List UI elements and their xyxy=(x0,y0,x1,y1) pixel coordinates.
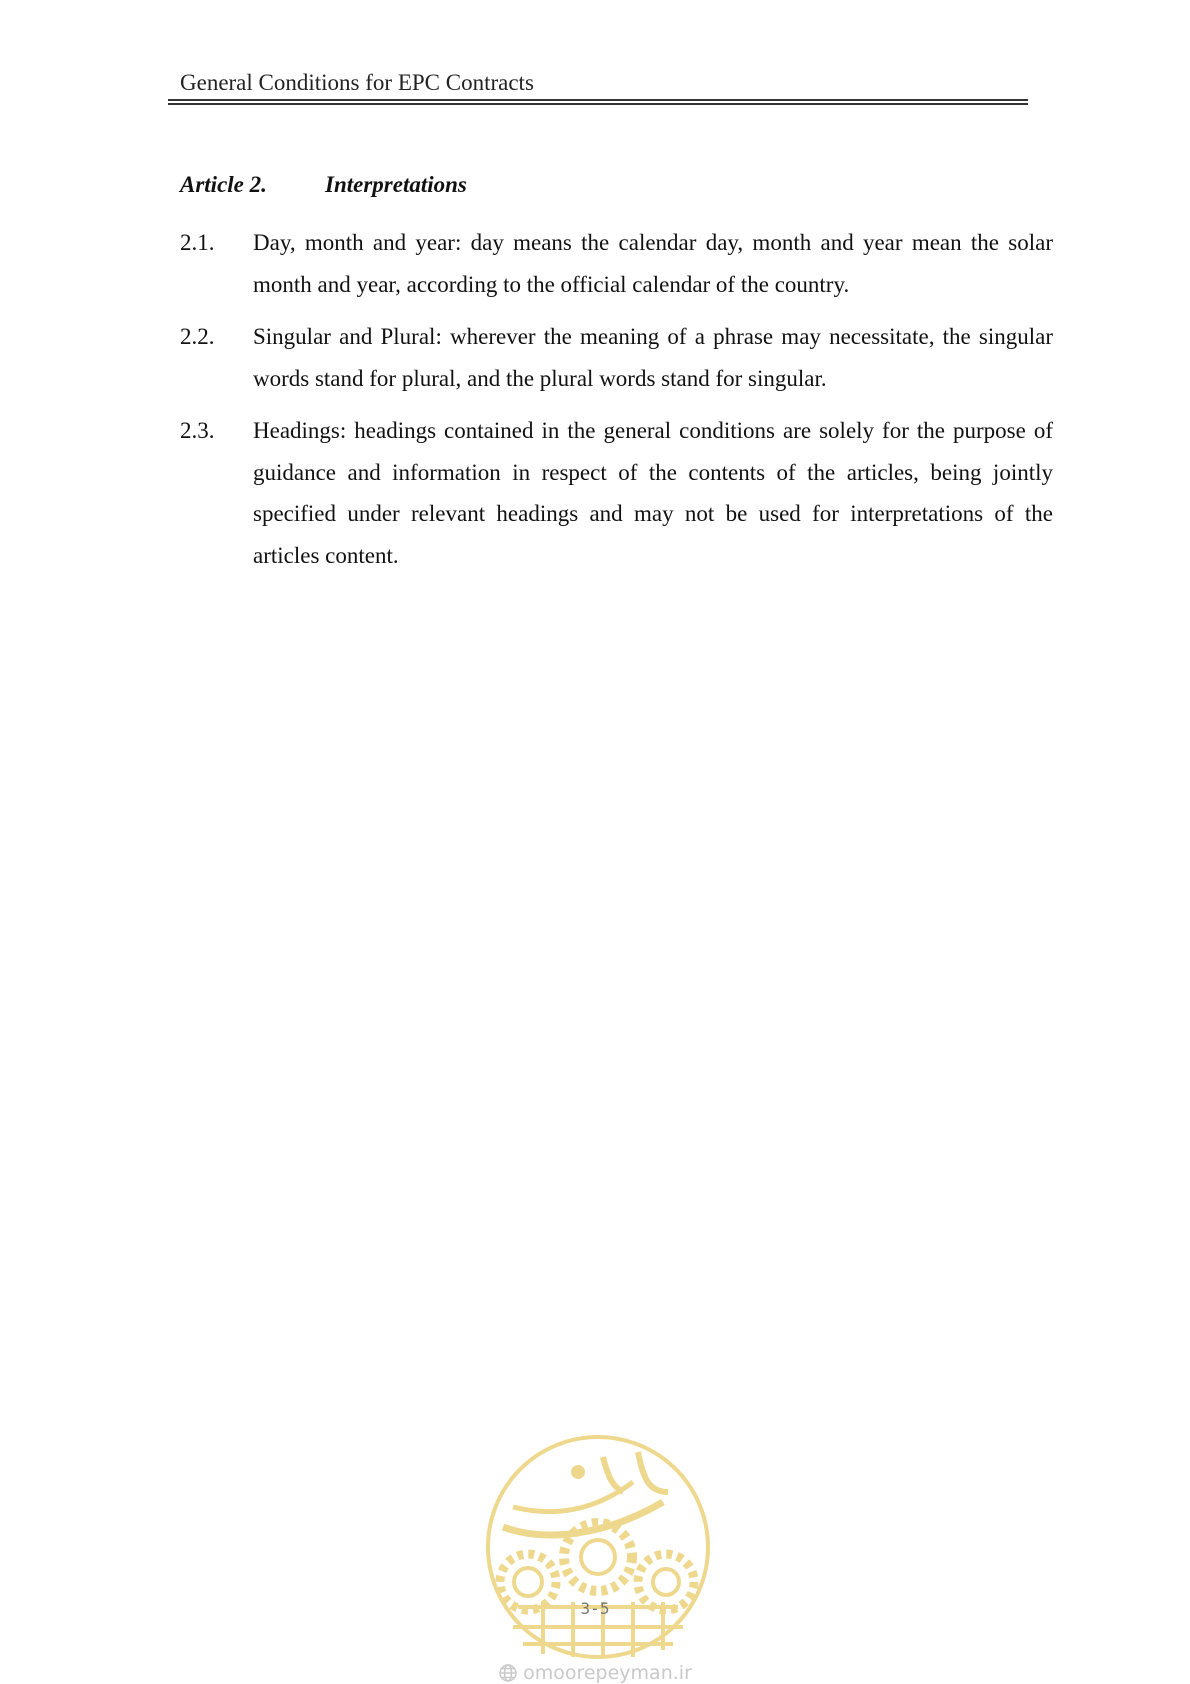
clause-number: 2.1. xyxy=(180,230,215,255)
article-title: Interpretations xyxy=(325,172,467,197)
omoorepeyman-logo-icon xyxy=(483,1432,713,1662)
article-number: Article 2. xyxy=(180,172,267,197)
clause-number: 2.3. xyxy=(180,418,215,443)
clause-text: Headings: headings contained in the general conditions are solely for the purpose of guidance and information in respect of the contents of the articles, being jointly specified under relevant headings and may not be used for interpretations of the articles content. xyxy=(253,418,1053,568)
header-rule xyxy=(168,99,1028,105)
running-header: General Conditions for EPC Contracts xyxy=(180,70,534,95)
page-number: 3-5 xyxy=(580,1599,610,1618)
website-url: omoorepeyman.ir xyxy=(523,1662,692,1684)
clause-item xyxy=(180,410,1053,576)
clause-text: Singular and Plural: wherever the meaning of a phrase may necessitate, the singular words stand for plural, and the plural words stand for singular. xyxy=(253,324,1053,391)
clause-item xyxy=(180,222,1053,305)
website-footer xyxy=(0,1662,1190,1684)
globe-icon xyxy=(498,1663,518,1683)
clause-text: Day, month and year: day means the calendar day, month and year mean the solar month and year, according to the official calendar of the country. xyxy=(253,230,1053,297)
clause-number: 2.2. xyxy=(180,324,215,349)
article-heading xyxy=(180,172,467,198)
clause-list xyxy=(180,222,1053,587)
clause-item xyxy=(180,316,1053,399)
